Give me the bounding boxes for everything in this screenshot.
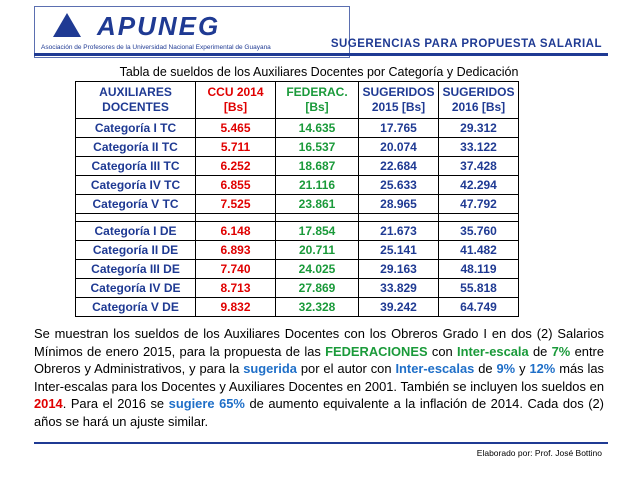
paragraph-segment: Inter-escalas: [395, 361, 475, 376]
table-row: [76, 241, 519, 260]
footer-divider: [34, 442, 608, 444]
cell-s15: 20.074: [359, 138, 439, 157]
cell-s16: 29.312: [439, 119, 519, 138]
table-header-row: [76, 82, 519, 119]
table-spacer-row: [76, 214, 519, 222]
header-fed: FEDERAC. [Bs]: [276, 82, 359, 119]
paragraph-segment: 9%: [496, 361, 516, 376]
cell-s16: 64.749: [439, 298, 519, 317]
table-row: [76, 279, 519, 298]
cell-fed: 16.537: [276, 138, 359, 157]
cell-s15: 25.633: [359, 176, 439, 195]
paragraph-segment: de aumento equivalente a la inflación de 2014. Cada dos (2) años se hará un ajuste similar.: [34, 396, 604, 429]
paragraph-segment: entre Obreros y Administrativos, y para la: [34, 343, 604, 376]
cell-ccu: 6.893: [196, 241, 276, 260]
header-ccu: CCU 2014 [Bs]: [196, 82, 276, 119]
cell-s15: 25.141: [359, 241, 439, 260]
cell-fed: 32.328: [276, 298, 359, 317]
cell-cat: Categoría IV DE: [76, 279, 196, 298]
cell-ccu: 8.713: [196, 279, 276, 298]
header-s15: SUGERIDOS 2015 [Bs]: [359, 82, 439, 119]
cell-cat: Categoría V TC: [76, 195, 196, 214]
cell-ccu: 7.740: [196, 260, 276, 279]
paragraph-segment: más las Inter-escalas para los Docentes y Auxiliares Docentes en 2001. También se incluyen los sueldos en: [34, 361, 604, 394]
logo-triangle-icon: [53, 13, 81, 37]
paragraph-segment: sugerida: [243, 361, 297, 376]
header-cat: AUXILIARES DOCENTES: [76, 82, 196, 119]
table-row: [76, 222, 519, 241]
cell-s16: 41.482: [439, 241, 519, 260]
cell-cat: Categoría II DE: [76, 241, 196, 260]
paragraph-segment: Se muestran los sueldos de los Auxiliares Docentes con los Obreros Grado I en dos (2) Salarios Mínimos de enero 2015, para la propuesta de las: [34, 326, 604, 359]
cell-s15: 17.765: [359, 119, 439, 138]
paragraph-segment: 2014: [34, 396, 63, 411]
paragraph-segment: . Para el 2016 se: [62, 396, 169, 411]
cell-fed: 20.711: [276, 241, 359, 260]
table-title: Tabla de sueldos de los Auxiliares Docentes por Categoría y Dedicación: [119, 65, 519, 79]
table-row: [76, 176, 519, 195]
cell-cat: Categoría V DE: [76, 298, 196, 317]
paragraph-segment: y: [515, 361, 530, 376]
cell-cat: Categoría III TC: [76, 157, 196, 176]
cell-ccu: 6.855: [196, 176, 276, 195]
logo: [34, 6, 350, 58]
cell-s16: 48.119: [439, 260, 519, 279]
paragraph-segment: de: [474, 361, 497, 376]
table-row: [76, 138, 519, 157]
cell-fed: 14.635: [276, 119, 359, 138]
cell-ccu: 7.525: [196, 195, 276, 214]
cell-s15: 39.242: [359, 298, 439, 317]
cell-s16: 35.760: [439, 222, 519, 241]
table-row: [76, 298, 519, 317]
header-divider: [34, 53, 608, 56]
cell-cat: Categoría I DE: [76, 222, 196, 241]
description-paragraph: [34, 325, 604, 430]
paragraph-segment: FEDERACIONES: [325, 343, 428, 359]
cell-fed: 18.687: [276, 157, 359, 176]
paragraph-segment: de: [528, 343, 552, 359]
cell-fed: 21.116: [276, 176, 359, 195]
cell-s16: 42.294: [439, 176, 519, 195]
cell-cat: Categoría III DE: [76, 260, 196, 279]
cell-s15: 28.965: [359, 195, 439, 214]
table-row: [76, 260, 519, 279]
cell-ccu: 6.148: [196, 222, 276, 241]
cell-s15: 33.829: [359, 279, 439, 298]
salary-table: [75, 81, 519, 317]
cell-ccu: 5.711: [196, 138, 276, 157]
cell-s15: 21.673: [359, 222, 439, 241]
paragraph-segment: 7%: [551, 343, 571, 359]
cell-ccu: 5.465: [196, 119, 276, 138]
table-row: [76, 195, 519, 214]
cell-s16: 47.792: [439, 195, 519, 214]
cell-cat: Categoría I TC: [76, 119, 196, 138]
cell-s16: 37.428: [439, 157, 519, 176]
paragraph-segment: Inter-escala: [457, 343, 529, 359]
cell-s16: 55.818: [439, 279, 519, 298]
paragraph-segment: con: [427, 343, 457, 359]
paragraph-segment: sugiere 65%: [168, 396, 245, 411]
cell-s15: 22.684: [359, 157, 439, 176]
footer-credit: Elaborado por: Prof. José Bottino: [476, 448, 602, 458]
header-s16: SUGERIDOS 2016 [Bs]: [439, 82, 519, 119]
cell-ccu: 9.832: [196, 298, 276, 317]
cell-s16: 33.122: [439, 138, 519, 157]
table-row: [76, 157, 519, 176]
cell-cat: Categoría II TC: [76, 138, 196, 157]
cell-fed: 24.025: [276, 260, 359, 279]
paragraph-segment: por el autor con: [296, 361, 396, 376]
cell-s15: 29.163: [359, 260, 439, 279]
logo-text: APUNEG: [97, 11, 221, 41]
cell-fed: 17.854: [276, 222, 359, 241]
cell-ccu: 6.252: [196, 157, 276, 176]
cell-fed: 23.861: [276, 195, 359, 214]
table-row: [76, 119, 519, 138]
cell-fed: 27.869: [276, 279, 359, 298]
cell-cat: Categoría IV TC: [76, 176, 196, 195]
header-title: SUGERENCIAS PARA PROPUESTA SALARIAL: [330, 38, 602, 50]
logo-subtitle: Asociación de Profesores de la Universidad Nacional Experimental de Guayana: [41, 44, 271, 51]
paragraph-segment: 12%: [529, 361, 556, 376]
